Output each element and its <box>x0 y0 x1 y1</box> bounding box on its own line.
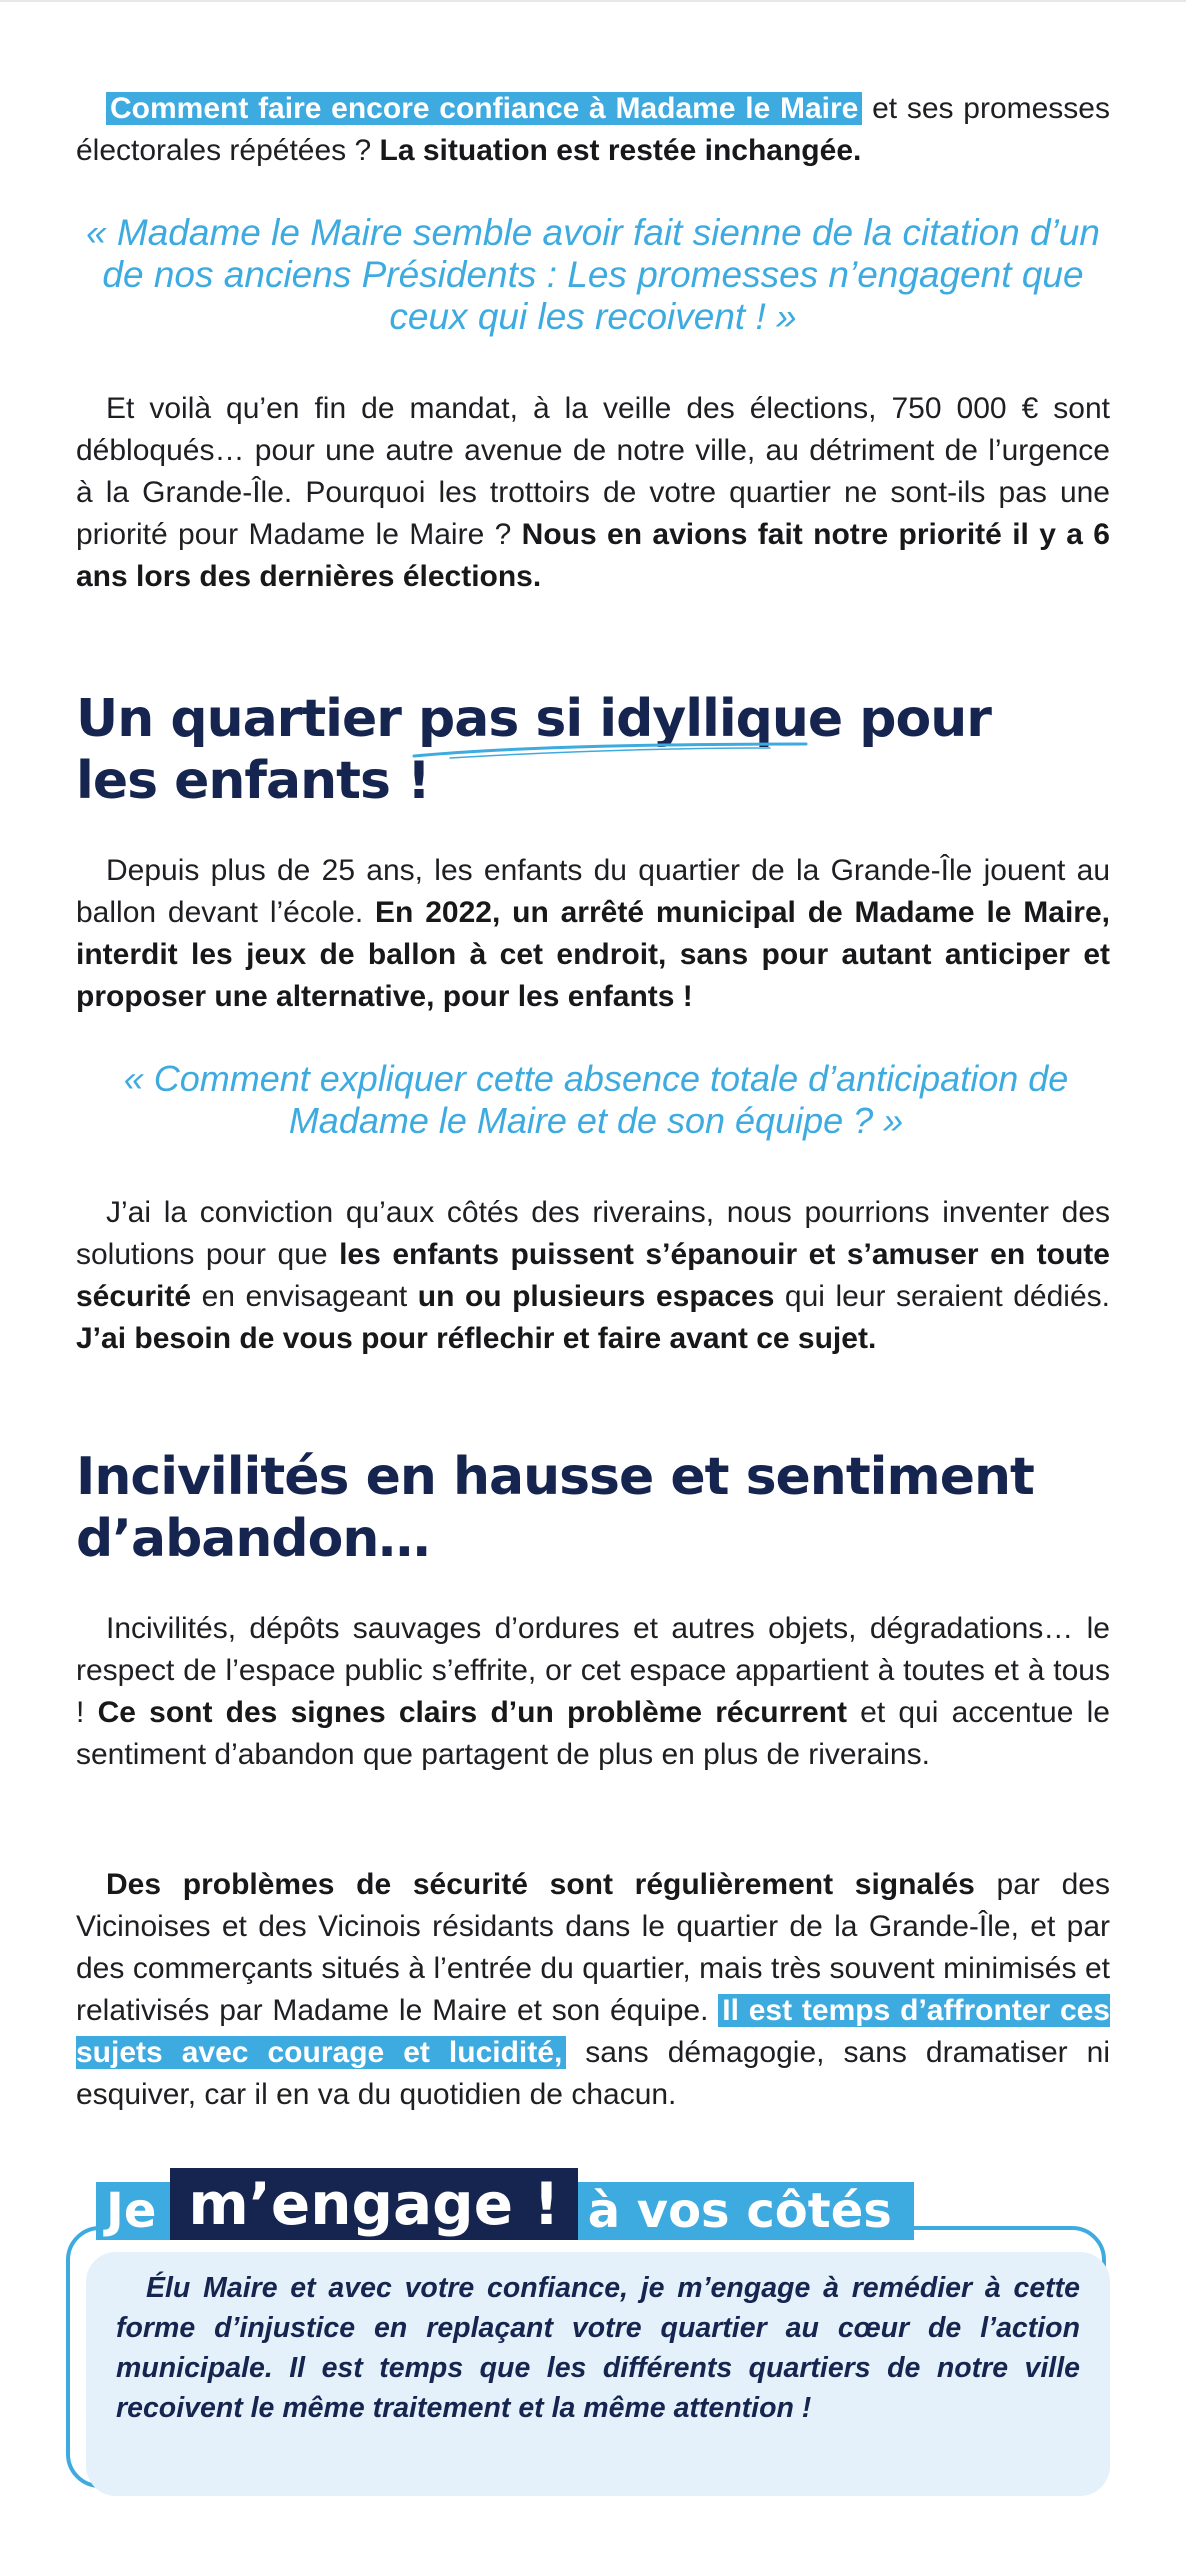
section-1-paragraph-1-block <box>76 850 1110 1018</box>
section-1-paragraph-2-part-d: un ou plusieurs espaces <box>417 1280 775 1313</box>
section-2-title <box>76 1446 1110 1570</box>
section-2-paragraph-1-part-a: Incivilités, dépôts sauvages d’ordures et autres objets, dégradations… le respect de l’espace public s’effrite, or cet espace appartient à toutes et à tous ! <box>76 1612 1110 1729</box>
section-2-paragraph-2-part-c: sans démagogie, sans dramatiser ni esquiver, car il en va du quotidien de chacun. <box>76 2036 1110 2111</box>
section-1-paragraph-2-part-b: les enfants puissent s’épanouir et s’amuser en toute sécurité <box>76 1238 1110 1313</box>
section-2-paragraph-2-highlight: Il est temps d’affronter ces sujets avec courage et lucidité, <box>76 1994 1110 2069</box>
intro-text: et ses promesses électorales répétées ? <box>76 92 1110 167</box>
engage-text: Élu Maire et avec votre confiance, je m’engage à remédier à cette forme d’injustice en replaçant votre quartier au cœur de l’action municipale. Il est temps que les différents quartiers de notre ville recoivent le même traitement et la même attention ! <box>116 2272 1080 2424</box>
section-1-paragraph-1-text: Depuis plus de 25 ans, les enfants du quartier de la Grande-Île jouent au ballon devant l’école. <box>76 854 1110 929</box>
section-1-paragraph-2-part-a: J’ai la conviction qu’aux côtés des riverains, nous pourrions inventer des solutions pour que <box>76 1196 1110 1271</box>
paragraph-2-bold: Nous en avions fait notre priorité il y a 6 ans lors des dernières élections. <box>76 518 1110 593</box>
section-2-title-line-1: Incivilités en hausse et sentiment <box>76 1447 1034 1507</box>
intro-highlight: Comment faire encore confiance à Madame le Maire <box>106 92 862 125</box>
paragraph-2-block <box>76 388 1110 598</box>
section-1-quote: « Comment expliquer cette absence totale d’anticipation de Madame le Maire et de son équipe ? » <box>123 1058 1069 1141</box>
section-1-paragraph-1 <box>76 850 1110 1018</box>
section-2-paragraph-2-part-a: Des problèmes de sécurité sont régulièrement signalés <box>106 1868 975 1901</box>
engage-box <box>86 2252 1110 2496</box>
section-1-paragraph-2-part-e: qui leur seraient dédiés. <box>774 1280 1110 1313</box>
quote-1-block <box>76 212 1110 338</box>
section-2-paragraph-2-block <box>76 1864 1110 2116</box>
section-1-quote-block <box>96 1058 1096 1142</box>
engage-title-je: Je <box>96 2182 170 2240</box>
section-2-paragraph-1-block <box>76 1608 1110 1776</box>
engage-title <box>96 2170 914 2240</box>
quote-1: « Madame le Maire semble avoir fait sienne de la citation d’un de nos anciens Présidents : Les promesses n’engagent que ceux qui les recoivent ! » <box>86 212 1100 337</box>
section-1-title-line-1: Un quartier pas si idyllique pour <box>76 689 991 749</box>
section-2-paragraph-2 <box>76 1864 1110 2116</box>
paragraph-2-text: Et voilà qu’en fin de mandat, à la veille des élections, 750 000 € sont débloqués… pour une autre avenue de notre ville, au détriment de l’urgence à la Grande-Île. Pourquoi les trottoirs de votre quartier ne sont-ils pas une priorité pour Madame le Maire ? <box>76 392 1110 551</box>
section-1-paragraph-2-part-c: en envisageant <box>191 1280 418 1313</box>
engage-title-main: m’engage ! <box>170 2168 577 2240</box>
intro-paragraph <box>76 88 1110 172</box>
section-2-paragraph-1 <box>76 1608 1110 1776</box>
section-1-paragraph-1-bold: En 2022, un arrêté municipal de Madame le Maire, interdit les jeux de ballon à cet endroit, sans pour autant anticiper et proposer une alternative, pour les enfants ! <box>76 896 1111 1013</box>
section-2-heading-block <box>76 1446 1110 1570</box>
section-1-paragraph-2-part-f: J’ai besoin de vous pour réflechir et faire avant ce sujet. <box>76 1322 877 1355</box>
section-1-paragraph-2 <box>76 1192 1110 1360</box>
section-2-paragraph-2-part-b: par des Vicinoises et des Vicinois résidants dans le quartier de la Grande-Île, et par des commerçants situés à l’entrée du quartier, mais très souvent minimisés et relativisés par Madame le Maire et son équipe. <box>76 1868 1110 2027</box>
section-2-paragraph-1-part-c: et qui accentue le sentiment d’abandon que partagent de plus en plus de riverains. <box>76 1696 1110 1771</box>
section-1-title-line-2: les enfants ! <box>76 751 430 811</box>
intro-bold: La situation est restée inchangée. <box>379 134 862 167</box>
section-1-paragraph-2-block <box>76 1192 1110 1360</box>
section-1-underline-stroke <box>410 738 810 760</box>
section-2-title-line-2: d’abandon… <box>76 1509 430 1569</box>
paragraph-2 <box>76 388 1110 598</box>
engage-title-end: à vos côtés <box>578 2182 914 2240</box>
intro-block <box>76 88 1110 172</box>
top-divider <box>0 0 1186 2</box>
section-2-paragraph-1-part-b: Ce sont des signes clairs d’un problème récurrent <box>97 1696 847 1729</box>
